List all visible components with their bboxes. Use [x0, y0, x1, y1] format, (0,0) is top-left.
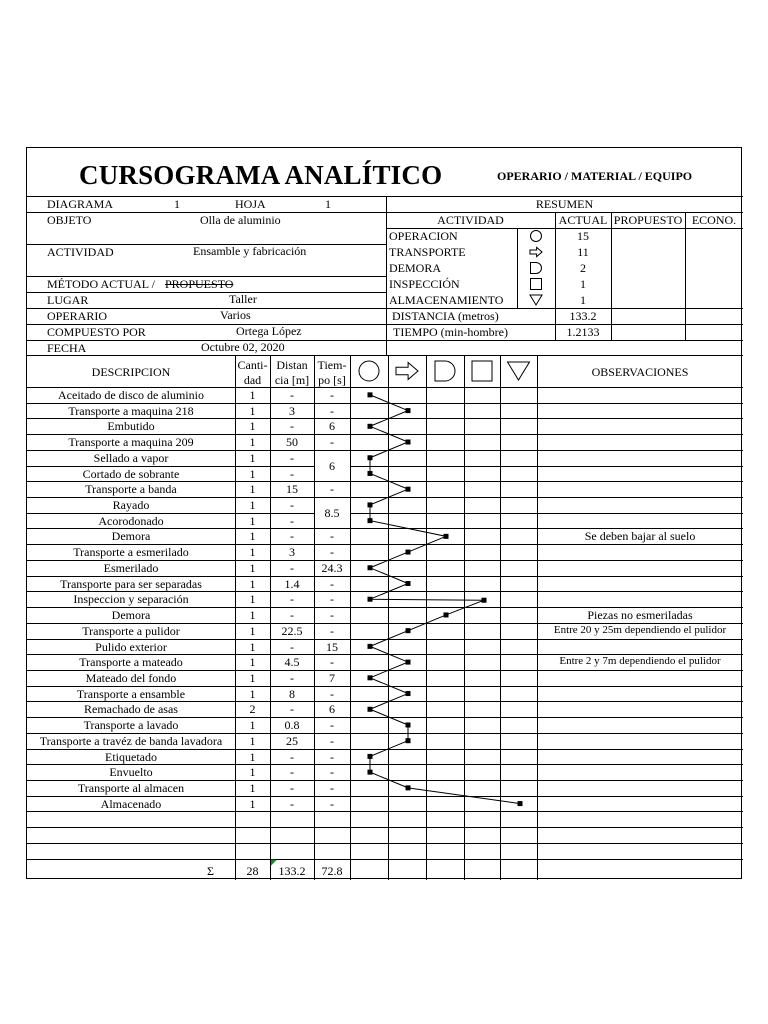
compuesto-value: Ortega López — [236, 324, 302, 338]
header-square-icon — [472, 361, 492, 381]
resumen-row-label: OPERACION — [389, 229, 458, 243]
row-tiempo: - — [330, 749, 334, 764]
row-tiempo: - — [330, 388, 334, 402]
col-observaciones: OBSERVACIONES — [591, 365, 689, 379]
row-distancia: - — [290, 592, 294, 607]
diagrama-value: 1 — [174, 197, 180, 211]
resumen-row-label: TRANSPORTE — [389, 245, 466, 259]
row-distancia: - — [290, 466, 294, 481]
row-distancia: 50 — [286, 435, 298, 450]
row-tiempo: 6 — [329, 702, 335, 717]
row-descripcion: Demora — [111, 608, 151, 623]
distancia-label: DISTANCIA (metros) — [392, 309, 499, 323]
flow-marker — [406, 550, 411, 555]
row-tiempo: 24.3 — [321, 560, 343, 575]
row-tiempo: - — [330, 796, 334, 811]
row-tiempo: - — [330, 592, 334, 607]
col-tiempo: Tiem- — [317, 358, 347, 372]
flow-marker — [368, 424, 373, 429]
row-distancia: - — [290, 498, 294, 513]
row-distancia: - — [290, 608, 294, 623]
row-tiempo: - — [330, 718, 334, 733]
lugar-value: Taller — [229, 292, 257, 306]
flow-marker — [482, 598, 487, 603]
flow-marker — [368, 471, 373, 476]
row-tiempo: - — [330, 545, 334, 560]
row-cantidad: 1 — [249, 781, 256, 795]
distancia-value: 133.2 — [569, 309, 597, 323]
flow-marker — [406, 408, 411, 413]
row-tiempo: - — [330, 686, 334, 701]
row-descripcion: Rayado — [112, 498, 150, 513]
row-cantidad: 1 — [249, 592, 256, 607]
row-distancia: - — [290, 388, 294, 402]
triangle-icon — [530, 295, 542, 305]
row-cantidad: 1 — [249, 466, 256, 481]
row-distancia: 3 — [289, 545, 295, 560]
page-title: CURSOGRAMA ANALÍTICO — [79, 160, 443, 190]
resumen-col-econo: ECONO. — [691, 213, 737, 227]
row-distancia: 3 — [289, 403, 295, 418]
row-tiempo: 7 — [329, 670, 335, 685]
row-cantidad: 1 — [249, 560, 256, 575]
row-descripcion: Transporte para ser separadas — [60, 576, 202, 591]
row-distancia: 8 — [289, 686, 295, 701]
row-observacion: Entre 20 y 25m dependiendo el pulidor — [553, 623, 727, 636]
flow-marker — [368, 675, 373, 680]
flow-marker — [518, 801, 523, 806]
resumen-row-actual: 15 — [577, 229, 589, 243]
row-cantidad: 1 — [249, 498, 256, 513]
flow-marker — [406, 487, 411, 492]
fecha-value: Octubre 02, 2020 — [201, 340, 285, 354]
row-distancia: - — [290, 513, 294, 528]
row-distancia: - — [290, 419, 294, 434]
row-tiempo: 6 — [329, 419, 335, 434]
row-distancia: - — [290, 702, 294, 717]
row-observacion: Entre 2 y 7m dependiendo el pulidor — [559, 655, 721, 668]
row-cantidad: 1 — [249, 749, 256, 764]
header-d-shape-icon — [435, 361, 455, 381]
row-cantidad: 1 — [249, 686, 256, 701]
row-descripcion: Inspeccion y separación — [73, 592, 189, 607]
row-observacion: Se deben bajar al suelo — [584, 529, 696, 544]
row-descripcion: Cortado de sobrante — [82, 466, 180, 481]
row-tiempo: - — [330, 655, 334, 670]
row-descripcion: Transporte a esmerilado — [73, 545, 189, 560]
flow-marker — [406, 628, 411, 633]
row-descripcion: Almacenado — [100, 796, 162, 811]
flow-marker — [368, 770, 373, 775]
flow-marker — [406, 785, 411, 790]
row-descripcion: Remachado de asas — [84, 702, 178, 717]
flow-marker — [368, 644, 373, 649]
flow-marker — [406, 440, 411, 445]
row-distancia: 1.4 — [284, 576, 300, 591]
flow-marker — [406, 660, 411, 665]
row-tiempo: 15 — [326, 639, 338, 654]
resumen-row-actual: 11 — [577, 245, 589, 259]
row-tiempo: - — [330, 608, 334, 623]
row-cantidad: 1 — [249, 733, 256, 748]
row-cantidad: 1 — [249, 403, 256, 418]
row-cantidad: 1 — [249, 545, 256, 560]
resumen-row-actual: 2 — [580, 261, 586, 275]
row-distancia: 25 — [286, 733, 298, 748]
flow-marker — [368, 502, 373, 507]
row-distancia: - — [290, 796, 294, 811]
flow-marker — [406, 691, 411, 696]
row-distancia: - — [290, 529, 294, 544]
row-descripcion: Aceitado de disco de aluminio — [58, 388, 204, 402]
row-descripcion: Transporte a pulidor — [82, 623, 180, 638]
resumen-row-actual: 1 — [580, 293, 586, 307]
row-tiempo: - — [330, 765, 334, 780]
actividad-value: Ensamble y fabricación — [193, 244, 307, 258]
row-tiempo: - — [330, 576, 334, 591]
row-tiempo: - — [330, 435, 334, 450]
total-tiempo: 72.8 — [321, 863, 343, 878]
row-descripcion: Mateado del fondo — [85, 670, 177, 685]
merged-tiempo: 8.5 — [324, 505, 340, 520]
row-cantidad: 1 — [249, 482, 256, 497]
page-subtitle: OPERARIO / MATERIAL / EQUIPO — [497, 169, 693, 183]
square-icon — [531, 279, 542, 290]
hoja-value: 1 — [325, 197, 331, 211]
circle-icon — [531, 231, 542, 242]
tiempo-label: TIEMPO (min-hombre) — [393, 325, 508, 339]
row-descripcion: Transporte a banda — [85, 482, 177, 497]
operario-label: OPERARIO — [47, 309, 108, 323]
row-distancia: - — [290, 639, 294, 654]
flow-marker — [406, 738, 411, 743]
col-cantidad: Canti- — [237, 358, 268, 372]
fecha-label: FECHA — [47, 341, 87, 355]
row-cantidad: 1 — [249, 529, 256, 544]
row-cantidad: 1 — [249, 435, 256, 450]
flow-marker — [368, 392, 373, 397]
col-tiempo-2: po [s] — [318, 373, 346, 387]
row-cantidad: 1 — [249, 513, 256, 528]
row-descripcion: Pulido exterior — [95, 639, 167, 654]
header-triangle-icon — [508, 362, 530, 380]
row-cantidad: 1 — [249, 450, 256, 465]
row-descripcion: Embutido — [107, 419, 155, 434]
row-cantidad: 1 — [249, 655, 256, 670]
row-cantidad: 1 — [249, 576, 256, 591]
resumen-row-label: ALMACENAMIENTO — [389, 293, 504, 307]
row-descripcion: Sellado a vapor — [93, 450, 169, 465]
total-cantidad: 28 — [246, 863, 259, 878]
row-descripcion: Transporte a mateado — [79, 655, 183, 670]
d-shape-icon — [531, 263, 542, 274]
row-cantidad: 1 — [249, 419, 256, 434]
row-descripcion: Transporte a travéz de banda lavadora — [39, 733, 223, 748]
flow-marker — [368, 518, 373, 523]
resumen-col-actual: ACTUAL — [558, 213, 608, 227]
flow-marker — [368, 565, 373, 570]
flow-marker — [368, 754, 373, 759]
flow-marker — [444, 612, 449, 617]
resumen-col-propuesto: PROPUESTO — [613, 213, 683, 227]
flow-marker — [444, 534, 449, 539]
col-distancia-2: cia [m] — [274, 373, 310, 387]
row-descripcion: Transporte a maquina 209 — [68, 435, 194, 450]
row-descripcion: Transporte al almacen — [77, 781, 185, 795]
row-tiempo: - — [330, 733, 334, 748]
actividad-label: ACTIVIDAD — [47, 245, 114, 259]
row-distancia: - — [290, 450, 294, 465]
resumen-row-label: DEMORA — [389, 261, 442, 275]
row-cantidad: 1 — [249, 639, 256, 654]
row-distancia: 0.8 — [284, 718, 300, 733]
flow-marker — [368, 597, 373, 602]
flow-diagram — [27, 148, 743, 880]
row-cantidad: 1 — [249, 718, 256, 733]
resumen-col-actividad: ACTIVIDAD — [437, 213, 504, 227]
row-cantidad: 1 — [249, 608, 256, 623]
col-distancia: Distan — [276, 358, 308, 372]
row-cantidad: 1 — [249, 388, 256, 402]
objeto-value: Olla de aluminio — [200, 213, 281, 227]
resumen-row-actual: 1 — [580, 277, 586, 291]
row-cantidad: 1 — [249, 623, 256, 638]
row-cantidad: 1 — [249, 796, 256, 811]
row-distancia: 22.5 — [281, 623, 303, 638]
row-descripcion: Transporte a lavado — [83, 718, 179, 733]
row-descripcion: Etiquetado — [105, 749, 157, 764]
compuesto-label: COMPUESTO POR — [47, 325, 146, 339]
row-distancia: - — [290, 765, 294, 780]
row-distancia: - — [290, 670, 294, 685]
resumen-row-label: INSPECCIÓN — [389, 277, 460, 291]
row-distancia: - — [290, 560, 294, 575]
flow-marker — [406, 722, 411, 727]
row-descripcion: Esmerilado — [103, 560, 159, 575]
metodo-label: MÉTODO ACTUAL / — [47, 277, 155, 291]
cell-comment-marker — [271, 860, 277, 866]
lugar-label: LUGAR — [47, 293, 89, 307]
col-cantidad-2: dad — [243, 373, 262, 387]
row-distancia: 4.5 — [284, 655, 300, 670]
merged-tiempo: 6 — [329, 458, 335, 473]
row-distancia: - — [290, 749, 294, 764]
flow-marker — [406, 581, 411, 586]
hoja-label: HOJA — [235, 197, 266, 211]
diagrama-label: DIAGRAMA — [47, 197, 113, 211]
arrow-icon — [530, 247, 542, 256]
row-distancia: - — [290, 781, 294, 795]
cursograma-sheet — [26, 147, 742, 879]
resumen-title: RESUMEN — [535, 197, 594, 211]
row-cantidad: 1 — [249, 670, 256, 685]
row-descripcion: Transporte a ensamble — [76, 686, 186, 701]
row-cantidad: 2 — [249, 702, 256, 717]
total-distancia: 133.2 — [278, 863, 306, 878]
row-descripcion: Envuelto — [109, 765, 153, 780]
objeto-label: OBJETO — [47, 213, 92, 227]
header-arrow-icon — [396, 363, 418, 380]
row-descripcion: Transporte a maquina 218 — [68, 403, 194, 418]
tiempo-value: 1.2133 — [566, 325, 600, 339]
sigma-symbol: Σ — [207, 863, 214, 878]
row-cantidad: 1 — [249, 765, 256, 780]
header-circle-icon — [359, 361, 379, 381]
operario-value: Varios — [220, 308, 251, 322]
flow-marker — [368, 455, 373, 460]
row-distancia: 15 — [286, 482, 298, 497]
flow-marker — [368, 707, 373, 712]
row-descripcion: Acorodonado — [98, 513, 164, 528]
row-tiempo: - — [330, 529, 334, 544]
col-descripcion: DESCRIPCION — [91, 365, 171, 379]
row-tiempo: - — [330, 482, 334, 497]
row-tiempo: - — [330, 781, 334, 795]
row-observacion: Piezas no esmeriladas — [587, 608, 693, 623]
row-tiempo: - — [330, 403, 334, 418]
flow-line — [370, 395, 520, 804]
row-descripcion: Demora — [111, 529, 151, 544]
metodo-struck: PROPUESTO — [165, 277, 234, 291]
row-tiempo: - — [330, 623, 334, 638]
